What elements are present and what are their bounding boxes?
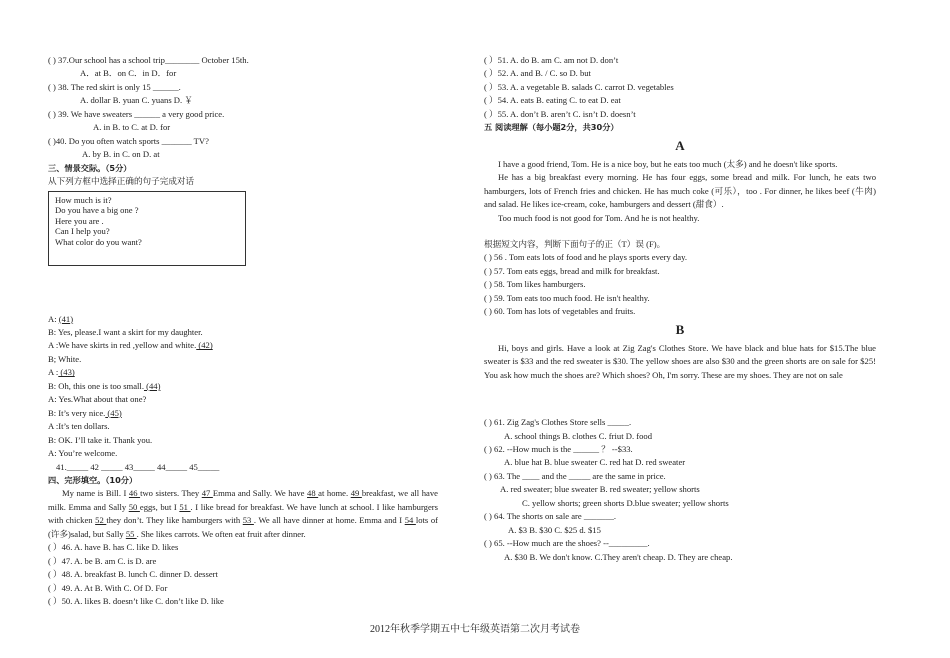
choice-box <box>48 191 246 266</box>
dialog-line-9 <box>48 420 438 433</box>
question-65: ( ) 65. --How much are the shoes? --_________. <box>484 538 650 549</box>
question-63-options-1: A. red sweater; blue sweater B. red sweater; yellow shorts <box>500 484 700 495</box>
cloze-blank: 47 <box>201 488 213 499</box>
passage-a-heading: A <box>675 137 685 153</box>
passage-b-paragraph: Hi, boys and girls. Have a look at Zig Zag's Clothes Store. We have black and blue hats for $15.The blue sweater is $33 and the red sweater is $30. The yellow shoes are also $30 and the green shorts are on sale for $25! You ask how much the shoes are? Which shoes? Oh, I'm sorry. These are my shoes. They are not on sale <box>484 342 876 380</box>
dialog-line-6 <box>48 380 438 393</box>
question-49: ( ）49. A. At B. With C. Of D. For <box>48 582 168 593</box>
cloze-blank: 53 <box>242 515 254 526</box>
cloze-passage <box>48 487 438 541</box>
dialog-line-8 <box>48 407 438 420</box>
cloze-blank: 51 <box>179 501 191 512</box>
section-3-title: 三、情景交际。（5分） <box>48 162 132 173</box>
dialog-text: A :It’s ten dollars. <box>48 421 110 432</box>
question-62-options: A. blue hat B. blue sweater C. red hat D. red sweater <box>504 457 686 468</box>
question-64: ( ) 64. The shorts on sale are _______. <box>484 511 617 522</box>
dialog-text: A: Yes.What about that one? <box>48 394 147 405</box>
dialog-line-11 <box>48 447 438 460</box>
dialog-line-7 <box>48 393 438 406</box>
question-39: ( ) 39. We have sweaters ______ a very good price. <box>48 108 225 119</box>
question-52: ( ）52. A. and B. / C. so D. but <box>484 68 591 79</box>
question-59: ( ) 59. Tom eats too much food. He isn't healthy. <box>484 292 650 303</box>
passage-b-heading: B <box>675 321 685 337</box>
question-63-options-2: C. yellow shorts; green shorts D.blue sweater; yellow shorts <box>522 497 729 508</box>
section-5-title: 五 阅读理解（每小题2分，共30分） <box>484 122 619 133</box>
true-false-instruction: 根据短文内容，判断下面句子的正（T）误 (F)。 <box>484 238 666 249</box>
dialog-text: B; White. <box>48 353 82 364</box>
question-37: ( ) 37.Our school has a school trip________ October 15th. <box>48 55 249 65</box>
question-64-options: A. $3 B. $30 C. $25 d. $15 <box>508 524 601 535</box>
dialog-line-5 <box>48 366 438 379</box>
cloze-blank: 55 <box>125 528 137 539</box>
dialog-text: B: It’s very nice. <box>48 407 106 418</box>
cloze-blank: 54 <box>404 515 416 526</box>
spacer <box>484 382 876 416</box>
cloze-text: . I like bread for breakfast. We have lunch at school. I like hamburgers with chicken <box>48 501 438 526</box>
dialog-blank: (43) <box>58 367 75 378</box>
cloze-text: My name is Bill. I <box>62 488 129 499</box>
question-40-options: A. by B. in C. on D. at <box>82 149 160 160</box>
question-51: ( ）51. A. do B. am C. am not D. don’t <box>484 55 619 65</box>
question-63: ( ) 63. The ____ and the _____ are the same in price. <box>484 470 666 481</box>
dialog-line-3 <box>48 339 438 352</box>
question-56: ( ) 56 . Tom eats lots of food and he plays sports every day. <box>484 252 687 263</box>
cloze-blank: 50 <box>128 501 140 512</box>
choice-item: How much is it? <box>55 194 112 205</box>
passage-a-paragraph-1: I have a good friend, Tom. He is a nice boy, but he eats too much (太多) and he doesn't like sports. <box>498 158 838 169</box>
question-40: ( )40. Do you often watch sports _______ TV? <box>48 135 209 146</box>
question-46: ( ）46. A. have B. has C. like D. likes <box>48 542 179 553</box>
dialog-line-2 <box>48 326 438 339</box>
dialog-blank: (41) <box>58 313 74 324</box>
dialog-line-1 <box>48 313 438 326</box>
question-38-options: A. dollar B. yuan C. yuans D. ￥ <box>80 95 193 106</box>
dialog-text: A: You’re welcome. <box>48 448 118 459</box>
left-column <box>48 54 438 609</box>
dialog-line-10 <box>48 434 438 447</box>
question-37-options: A．at B．on C．in D．for <box>80 68 177 79</box>
dialog-text: A :We have skirts in red ,yellow and white. <box>48 340 197 351</box>
question-39-options: A. in B. to C. at D. for <box>93 122 171 133</box>
dialog-text: B: Yes, please.I want a skirt for my daughter. <box>48 326 203 337</box>
choice-item: Can I help you? <box>55 226 110 237</box>
question-58: ( ) 58. Tom likes hamburgers. <box>484 279 586 290</box>
cloze-blank: 46 <box>128 488 141 499</box>
cloze-blank: 49 <box>350 488 362 499</box>
question-61-options: A. school things B. clothes C. friut D. food <box>504 430 652 441</box>
question-50: ( ）50. A. likes B. doesn’t like C. don’t like D. like <box>48 596 224 607</box>
dialog-line-4 <box>48 353 438 366</box>
dialog-text: B: Oh, this one is too small. <box>48 380 144 391</box>
question-47: ( ）47. A. be B. am C. is D. are <box>48 555 157 566</box>
question-54: ( ）54. A. eats B. eating C. to eat D. eat <box>484 95 621 106</box>
right-column <box>484 54 876 564</box>
question-48: ( ）48. A. breakfast B. lunch C. dinner D. dessert <box>48 569 218 580</box>
cloze-text: lots of (许多)salad, but Sally <box>48 515 438 539</box>
section-4-title: 四、完形填空。（10分） <box>48 474 138 485</box>
cloze-text: Emma and Sally. We have <box>212 488 308 499</box>
spacer <box>48 269 438 313</box>
dialog-text: B: OK. I’ll take it. Thank you. <box>48 434 153 445</box>
cloze-text: two sisters. They <box>140 488 202 499</box>
page-footer: 2012年秋季学期五中七年级英语第二次月考试卷 <box>370 624 580 635</box>
dialog-blank: (44) <box>143 380 161 391</box>
question-61: ( ) 61. Zig Zag's Clothes Store sells _____. <box>484 417 632 428</box>
question-62: ( ) 62. --How much is the ______ ？ --$33. <box>484 443 633 454</box>
answer-line: 41._____ 42 _____ 43_____ 44_____ 45_____ <box>56 461 220 472</box>
dialog-blank: (42) <box>196 340 213 351</box>
dialog-text: A: <box>48 313 59 324</box>
cloze-blank: 48 <box>307 488 319 499</box>
question-57: ( ) 57. Tom eats eggs, bread and milk for breakfast. <box>484 265 660 276</box>
choice-item: Here you are . <box>55 215 104 226</box>
spacer <box>484 225 876 238</box>
dialog-blank: (45) <box>105 407 122 418</box>
question-55: ( ）55. A. don’t B. aren’t C. isn’t D. doesn’t <box>484 108 636 119</box>
question-65-options: A. $30 B. We don't know. C.They aren't cheap. D. They are cheap. <box>504 551 733 562</box>
choice-item: Do you have a big one ? <box>55 205 139 216</box>
cloze-blank: 52 <box>95 515 107 526</box>
passage-a-paragraph-3: Too much food is not good for Tom. And he is not healthy. <box>498 212 700 223</box>
choice-item: What color do you want? <box>55 236 142 247</box>
dialog-text: A : <box>48 367 59 378</box>
cloze-text: . She likes carrots. We often eat fruit after dinner. <box>136 528 306 539</box>
cloze-text: eggs, but I <box>139 501 180 512</box>
question-38: ( ) 38. The red skirt is only 15 ______. <box>48 81 181 92</box>
cloze-text: they don’t. They like hamburgers with <box>106 515 243 526</box>
cloze-text: . We all have dinner at home. Emma and I <box>253 515 405 526</box>
section-3-instruction: 从下列方框中选择正确的句子完成对话 <box>48 176 195 187</box>
question-60: ( ) 60. Tom has lots of vegetables and fruits. <box>484 306 636 317</box>
cloze-text: breakfast, we all have milk. Emma and Sally <box>48 488 438 512</box>
passage-a-paragraph-2: He has a big breakfast every morning. He has four eggs, some bread and milk. For lunch, he eats two hamburgers, lots of French fries and chicken. He has much coke (可乐），too . For dinner, he likes beef (牛肉) and salad. He likes ice-cream, coke, hamburgers and dessert (甜食）. <box>484 172 876 210</box>
cloze-text: at home. <box>318 488 351 499</box>
question-53: ( ）53. A. a vegetable B. salads C. carrot D. vegetables <box>484 81 674 92</box>
